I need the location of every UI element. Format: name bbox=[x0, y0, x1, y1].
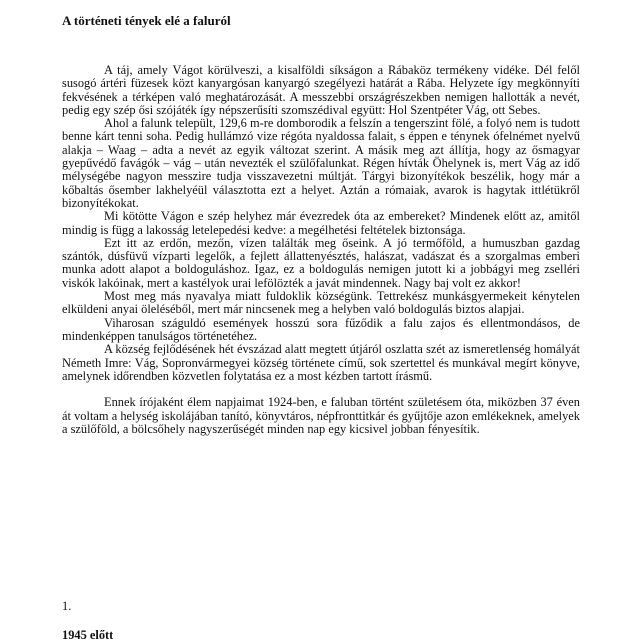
paragraph: Most meg más nyavalya miatt fuldoklik községünk. Tettrekész munkásgyermekeit kénytelen elküldeni anyai öleléséből, mert már nincsenek meg a helyben való boldogulás biztos alapjai. bbox=[62, 289, 580, 317]
section-number: 1. bbox=[62, 599, 72, 613]
paragraph: Mi kötötte Vágon e szép helyhez már évezredek óta az embereket? Mindenek előtt az, amitől mindig is függ a lakosság letelepedési kedve: a megélhetési feltételek biztonsága. bbox=[62, 209, 580, 237]
document-title: A történeti tények elé a faluról bbox=[62, 13, 231, 28]
paragraph: A táj, amely Vágot körülveszi, a kisalföldi síkságon a Rábaköz termékeny vidéke. Dél felől susogó ártéri füzesek közt kanyargósan kanyargó szegélyezi határát a Rába. Helyzete így megkönnyíti fekvésének a térképen való meghatározását. A messzebbi országrészekben nemigen hallották a nevét, pedig egy szép ősi szójáték így népszerűsíti szomszédival együtt: Hol Szentpéter Vág, ott Sebes. bbox=[62, 63, 580, 117]
paragraph: A község fejlődésének hét évszázad alatt megtett útjáról oszlatta szét az ismeretlenség homályát Németh Imre: Vág, Sopronvármegyei község története című, sok szertettel és munkával megírt könyve, amelynek időrendben közvetlen folytatása ez a most kézben tartott írásmű. bbox=[62, 342, 580, 383]
paragraph: Ezt itt az erdőn, mezőn, vízen találták meg őseink. A jó termőföld, a humuszban gazdag szántók, dúsfüvű vízparti legelők, a fejlett állattenyésztés, halászat, vadászat és a szorgalmas emberi munka adott alapot a boldoguláshoz. Igaz, ez a boldogulás nemigen jutott ki a jobbágyi meg zselléri viskók lakóinak, mert a kastélyok urai lefölözték a javát mindennek. Nagy baj volt ez akkor! bbox=[62, 235, 580, 290]
section-heading: 1945 előtt bbox=[62, 628, 114, 642]
paragraph: Viharosan száguldó események hosszú sora fűződik a falu zajos és ellentmondásos, de mindenképpen tanulságos történetéhez. bbox=[62, 315, 580, 343]
paragraph: Ahol a falunk települt, 129,6 m-re domborodik a felszín a tengerszint fölé, a folyó nem is tudott benne kárt tenni soha. Pedig hullámzó vize régóta nyaldossa falait, s éppen e ténynek ófelnémet nyelvű alakja – Waag – adta a nevét az egyik változat szerint. A másik meg azt állítja, hogy az ősmagyar gyepűvédő favágók – vág – után nevezték el szülőfalunkat. Régen hívták Öhelynek is, mert Vág az idő mélységébe nagyon messzire tudja visszavezetni múltját. Tárgyi bizonyítékok beszélik, hogy már a kőbaltás ősember lakhelyéül választotta ezt a helyet. Aztán a rómaiak, avarok is hagytak ittlétükről bizonyítékokat. bbox=[62, 116, 580, 210]
body-text bbox=[62, 64, 580, 436]
paragraph: Ennek írójaként élem napjaimat 1924-ben, e faluban történt születésem óta, miközben 37 éven át voltam a helység iskolájában tanító, könyvtáros, népfronttitkár és gyűjtője azon emlékeknek, amelyek a szülőföld, a bölcsőhely nagyszerűségét minden nap egy kicsivel jobban fényesítik. bbox=[62, 395, 580, 437]
